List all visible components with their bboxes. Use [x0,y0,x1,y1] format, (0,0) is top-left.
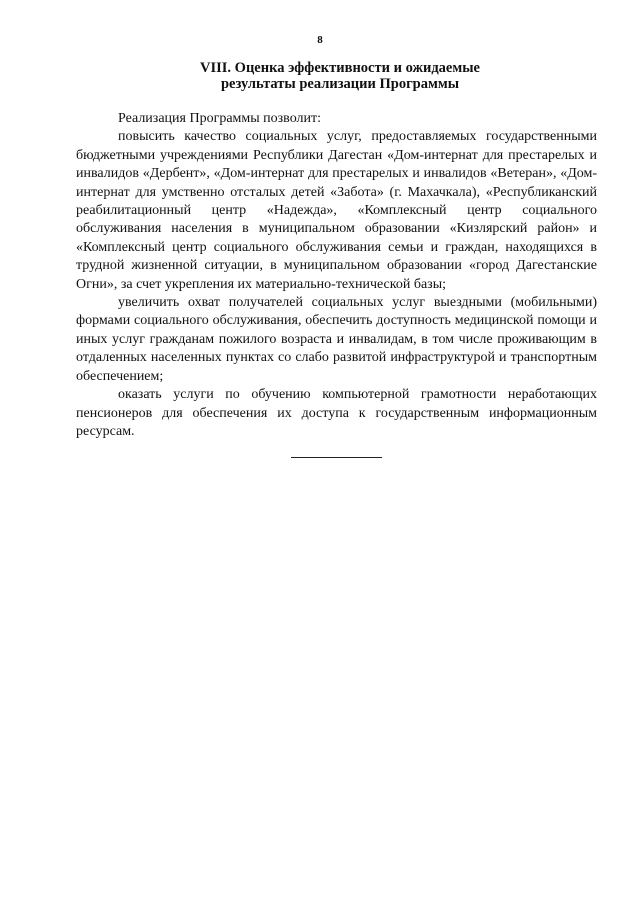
heading-line-2: результаты реализации Программы [220,76,460,92]
document-body [76,110,597,441]
end-divider [291,457,382,458]
heading-line-1: VIII. Оценка эффективности и ожидаемые [200,60,480,76]
paragraph-coverage: увеличить охват получателей социальных услуг выездными (мобильными) формами социального обслуживания, обеспечить доступность медицинской помощи и иных услуг гражданам пожилого возраста и инвалидам, в том числе проживающим в отдаленных населенных пунктах со слабо развитой инфраструктурой и транспортным обеспечением; [76,295,597,384]
paragraph-computer-literacy: оказать услуги по обучению компьютерной грамотности неработающих пенсионеров для обеспечения их доступа к государственным информационным ресурсам. [76,387,597,439]
intro-paragraph: Реализация Программы позволит: [118,111,321,126]
page-number: 8 [317,34,323,46]
paragraph-quality: повысить качество социальных услуг, предоставляемых государственными бюджетными учреждениями Республики Дагестан «Дом-интернат для престарелых и инвалидов «Дербент», «Дом-интернат для престарелых и инвалидов «Ветеран», «Дом-интернат для умственно отсталых детей «Забота» (г. Махачкала), «Республиканский реабилитационный центр «Надежда», «Комплексный центр социального обслуживания населения в муниципальном образовании «Кизлярский район» и «Комплексный центр социального обслуживания семьи и граждан, находящихся в трудной жизненной ситуации, в муниципальном образовании «город Дагестанские Огни», за счет укрепления их материально-технической базы; [76,129,597,292]
section-heading [60,60,620,92]
